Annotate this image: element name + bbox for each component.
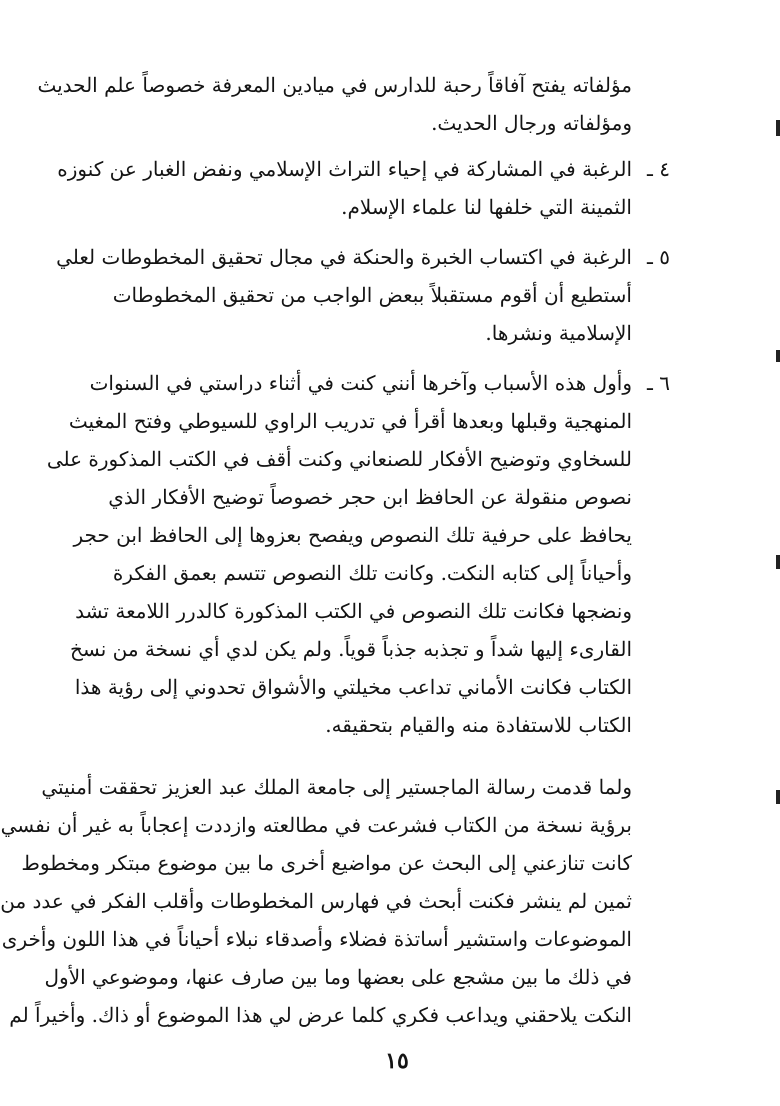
text-line: المنهجية وقبلها وبعدها أقرأ في تدريب الراوي للسيوطي وفتح المغيث bbox=[68, 409, 632, 433]
text-line: النكت يلاحقني ويداعب فكري كلما عرض لي هذا الموضوع أو ذاك. وأخيراً لم bbox=[9, 1003, 632, 1027]
text-line: الموضوعات واستشير أساتذة فضلاء وأصدقاء نبلاء أحياناً في هذا اللون وأخرى bbox=[1, 927, 632, 951]
list-item-number: ٤ ـ bbox=[647, 157, 670, 181]
text-line: الكتاب فكانت الأماني تداعب مخيلتي والأشواق تحدوني إلى رؤية هذا bbox=[74, 675, 632, 699]
text-line: كانت تنازعني إلى البحث عن مواضيع أخرى ما بين موضوع مبتكر ومخطوط bbox=[21, 851, 632, 875]
text-line: في ذلك ما بين مشجع على بعضها وما بين صارف عنها، وموضوعي الأول bbox=[44, 965, 632, 989]
text-line: ونضجها فكانت تلك النصوص في الكتب المذكورة كالدرر اللامعة تشد bbox=[75, 599, 632, 623]
text-line: الثمينة التي خلفها لنا علماء الإسلام. bbox=[341, 195, 632, 219]
text-line: الكتاب للاستفادة منه والقيام بتحقيقه. bbox=[325, 713, 632, 737]
text-line: وأحياناً إلى كتابه النكت. وكانت تلك النصوص تتسم بعمق الفكرة bbox=[112, 561, 632, 585]
text-line: برؤية نسخة من الكتاب فشرعت في مطالعته وازددت إعجاباً به غير أن نفسي bbox=[0, 813, 632, 837]
scan-edge-mark bbox=[776, 790, 780, 804]
scan-edge-mark bbox=[776, 555, 780, 569]
text-line: القارىء إليها شداً و تجذبه جذباً قوياً. ولم يكن لدي أي نسخة من نسخ bbox=[69, 637, 632, 661]
text-line: الإسلامية ونشرها. bbox=[485, 321, 632, 345]
text-line: الرغبة في المشاركة في إحياء التراث الإسلامي ونفض الغبار عن كنوزه bbox=[57, 157, 632, 181]
text-line: نصوص منقولة عن الحافظ ابن حجر خصوصاً توضيح الأفكار الذي bbox=[108, 485, 632, 509]
text-line: ومؤلفاته ورجال الحديث. bbox=[431, 111, 632, 135]
scan-edge-mark bbox=[776, 120, 780, 136]
text-line: ولما قدمت رسالة الماجستير إلى جامعة الملك عبد العزيز تحققت أمنيتي bbox=[41, 775, 632, 799]
text-line: أستطيع أن أقوم مستقبلاً ببعض الواجب من تحقيق المخطوطات bbox=[112, 283, 632, 307]
scan-edge-mark bbox=[776, 350, 780, 362]
list-item-number: ٥ ـ bbox=[647, 245, 670, 269]
text-line: مؤلفاته يفتح آفاقاً رحبة للدارس في ميادين المعرفة خصوصاً علم الحديث bbox=[37, 73, 632, 97]
text-line: ثمين لم ينشر فكنت أبحث في فهارس المخطوطات وأقلب الفكر في عدد من bbox=[0, 889, 632, 913]
text-line: الرغبة في اكتساب الخبرة والحنكة في مجال تحقيق المخطوطات لعلي bbox=[56, 245, 632, 269]
document-page bbox=[0, 66, 780, 1106]
text-line: للسخاوي وتوضيح الأفكار للصنعاني وكنت أقف في الكتب المذكورة على bbox=[46, 447, 632, 471]
page-number: ١٥ bbox=[385, 1048, 409, 1074]
list-item-number: ٦ ـ bbox=[647, 371, 670, 395]
text-line: يحافظ على حرفية تلك النصوص ويفصح بعزوها إلى الحافظ ابن حجر bbox=[73, 523, 632, 547]
text-line: وأول هذه الأسباب وآخرها أنني كنت في أثناء دراستي في السنوات bbox=[89, 371, 632, 395]
